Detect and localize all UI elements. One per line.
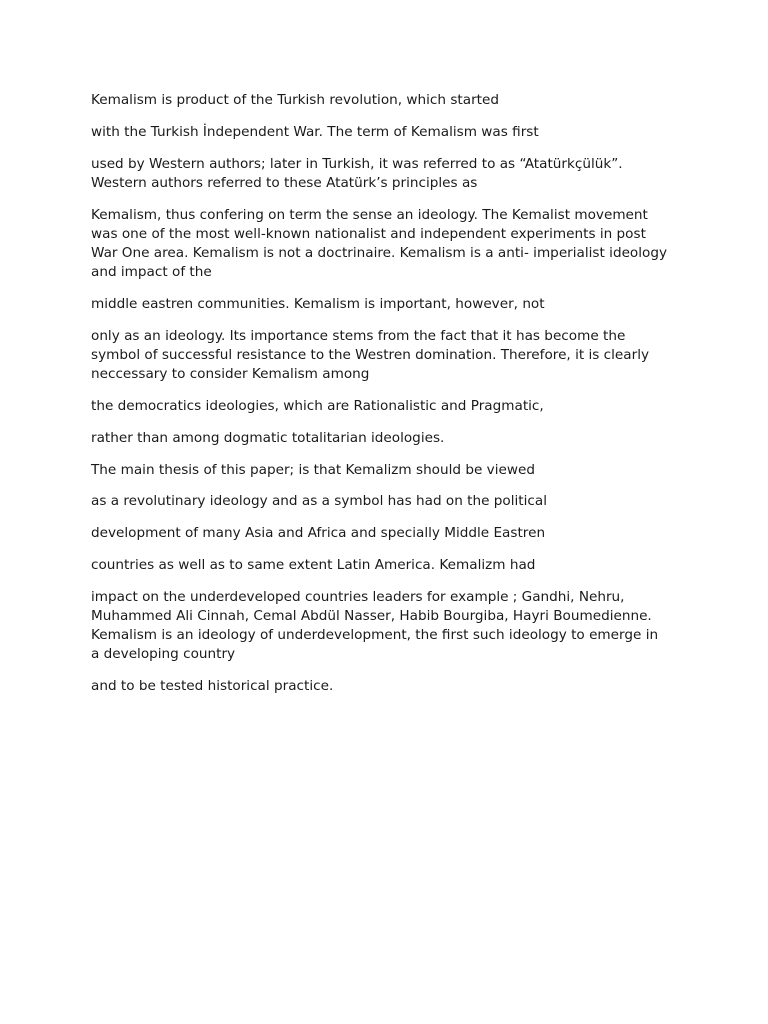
paragraph: Kemalism, thus confering on term the sense an ideology. The Kemalist movement was one of the most well-known nationalist and independent experiments in post War One area. Kemalism is not a doctrinaire. Kemalism is a anti- imperialist ideology and impact of the [91,206,668,281]
paragraph: development of many Asia and Africa and specially Middle Eastren [91,525,546,542]
paragraph: The main thesis of this paper; is that Kemalizm should be viewed [91,461,535,478]
paragraph: with the Turkish İndependent War. The term of Kemalism was first [91,123,539,140]
paragraph: countries as well as to same extent Latin America. Kemalizm had [91,556,536,573]
paragraph: the democratics ideologies, which are Rationalistic and Pragmatic, [91,398,544,414]
paragraph: as a revolutinary ideology and as a symbol has had on the political [91,493,547,510]
paragraph: used by Western authors; later in Turkish, it was referred to as “Atatürkçülük”. Western authors referred to these Atatürk’s principles as [91,155,623,191]
paragraph: only as an ideology. Its importance stems from the fact that it has become the symbol of successful resistance to the Westren domination. Therefore, it is clearly neccessary to consider Kemalism among [91,327,650,383]
paragraph: and to be tested historical practice. [91,678,334,695]
paragraph: Kemalism is product of the Turkish revolution, which started [91,92,499,108]
paragraph: middle eastren communities. Kemalism is important, however, not [91,296,545,312]
paragraph: rather than among dogmatic totalitarian ideologies. [91,429,445,446]
document-body [91,91,683,709]
paragraph: impact on the underdeveloped countries leaders for example ; Gandhi, Nehru, Muhammed Ali Cinnah, Cemal Abdül Nasser, Habib Bourgiba, Hayri Boumedienne. Kemalism is an ideology of underdevelopment, the first such ideology to emerge in a developing country [91,588,659,663]
